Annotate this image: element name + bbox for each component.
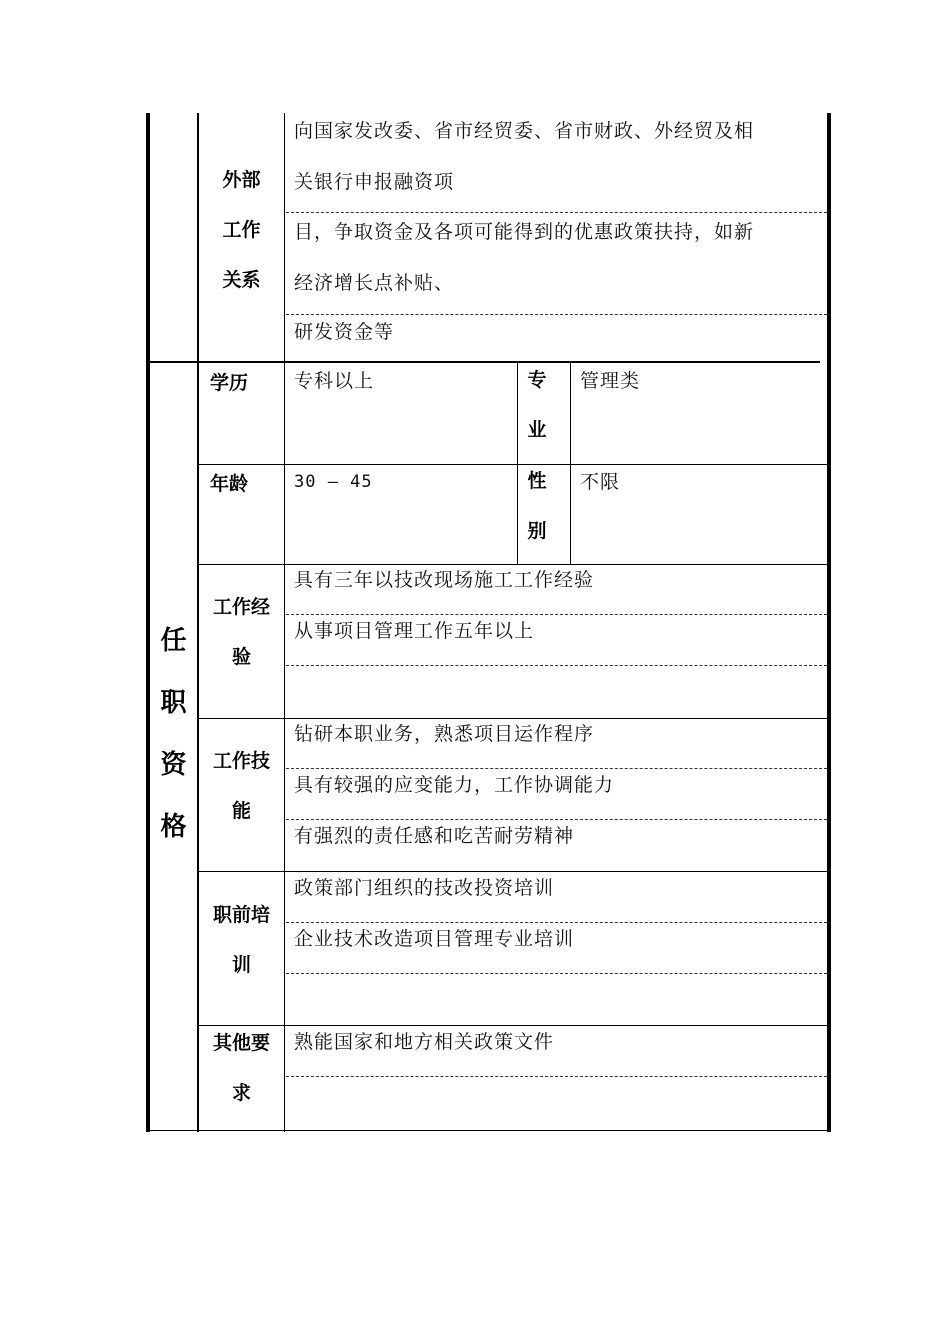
other-requirements-label: 其他要 求 [212, 1032, 270, 1104]
external-line-2: 关银行申报融资项 [294, 171, 455, 193]
age-label: 年龄 [209, 473, 248, 495]
dashed-separator [286, 1076, 827, 1077]
major-label: 专 业 [527, 369, 547, 441]
row-divider-experience [199, 718, 827, 719]
other-requirements-line-1: 熟能国家和地方相关政策文件 [294, 1031, 555, 1053]
experience-label: 工作经 验 [212, 596, 270, 668]
col-divider-2 [284, 113, 285, 1132]
external-line-5: 研发资金等 [294, 321, 395, 343]
row-divider-age [199, 564, 827, 565]
external-line-4: 经济增长点补贴、 [294, 272, 455, 294]
row-divider-training [199, 1025, 827, 1026]
dashed-separator [286, 314, 827, 315]
experience-line-2: 从事项目管理工作五年以上 [294, 620, 535, 642]
row-divider-skills [199, 871, 827, 872]
col-divider-4 [570, 362, 571, 564]
skills-line-3: 有强烈的责任感和吃苦耐劳精神 [294, 825, 575, 847]
dashed-separator [286, 768, 827, 769]
gender-label: 性 别 [527, 470, 547, 542]
external-line-1: 向国家发改委、省市经贸委、省市财政、外经贸及相 [294, 120, 755, 142]
major-value: 管理类 [580, 370, 641, 392]
qualifications-section-label: 任 职 资 格 [160, 626, 187, 842]
dashed-separator [286, 819, 827, 820]
dashed-separator [286, 212, 827, 213]
external-relations-label: 外部 工作 关系 [222, 169, 261, 291]
skills-label: 工作技 能 [212, 750, 270, 822]
age-value: 30 — 45 [294, 472, 373, 492]
dashed-separator [286, 973, 827, 974]
skills-line-2: 具有较强的应变能力，工作协调能力 [294, 774, 615, 796]
skills-line-1: 钻研本职业务，熟悉项目运作程序 [294, 723, 595, 745]
dashed-separator [286, 665, 827, 666]
row-divider-education [199, 464, 827, 465]
training-line-1: 政策部门组织的技改投资培训 [294, 877, 555, 899]
external-line-3: 目，争取资金及各项可能得到的优惠政策扶持，如新 [294, 221, 755, 243]
experience-line-1: 具有三年以技改现场施工工作经验 [294, 569, 595, 591]
dashed-separator [286, 922, 827, 923]
training-line-2: 企业技术改造项目管理专业培训 [294, 928, 575, 950]
gender-value: 不限 [580, 471, 621, 493]
training-label: 职前培 训 [212, 904, 270, 976]
table-right-border [827, 113, 831, 1132]
dashed-separator [286, 614, 827, 615]
education-value: 专科以上 [294, 370, 375, 392]
education-label: 学历 [209, 372, 248, 394]
section-divider [146, 361, 820, 363]
